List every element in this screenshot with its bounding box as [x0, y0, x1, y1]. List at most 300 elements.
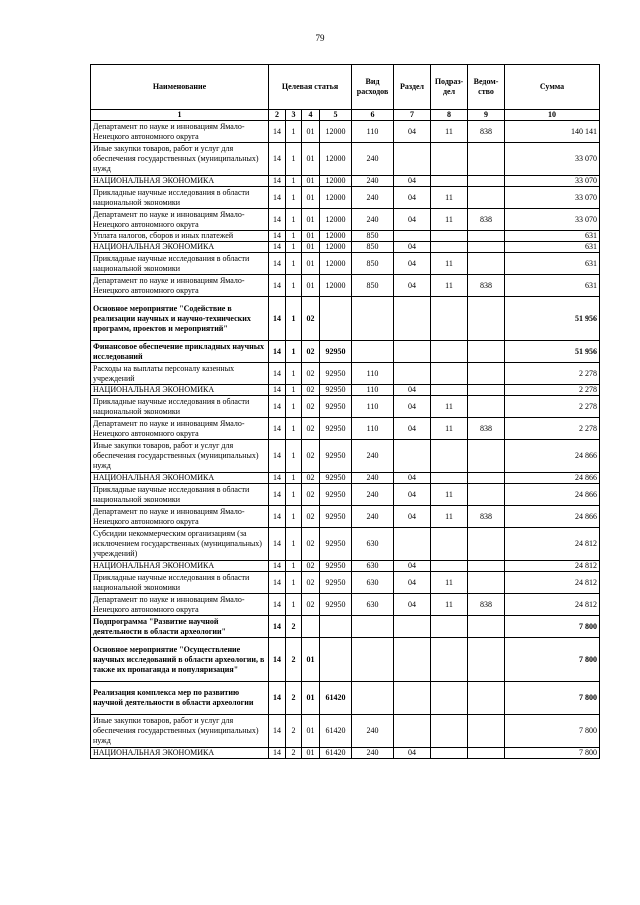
podrazdel-cell — [431, 341, 468, 363]
target-c2: 14 — [269, 187, 286, 209]
target-c2: 14 — [269, 253, 286, 275]
header-row — [91, 65, 600, 110]
vedomstvo-cell — [468, 484, 505, 506]
podrazdel-cell — [431, 297, 468, 341]
target-c2: 14 — [269, 209, 286, 231]
sum-cell: 24 812 — [505, 561, 600, 572]
sum-cell: 7 800 — [505, 715, 600, 748]
target-c5: 61420 — [320, 748, 352, 759]
target-c4: 01 — [302, 715, 320, 748]
sum-cell: 140 141 — [505, 121, 600, 143]
sum-cell: 51 956 — [505, 341, 600, 363]
razdel-cell: 04 — [394, 473, 431, 484]
row-name: Прикладные научные исследования в области национальной экономики — [91, 187, 269, 209]
header-razdel: Раздел — [394, 65, 431, 110]
razdel-cell — [394, 682, 431, 715]
sum-cell: 2 278 — [505, 385, 600, 396]
row-name: Департамент по науке и инновациям Ямало-Ненецкого автономного округа — [91, 506, 269, 528]
vid-cell — [352, 341, 394, 363]
target-c5: 12000 — [320, 187, 352, 209]
target-c5: 12000 — [320, 209, 352, 231]
vedomstvo-cell — [468, 715, 505, 748]
razdel-cell: 04 — [394, 275, 431, 297]
table-row — [91, 341, 600, 363]
vedomstvo-cell — [468, 396, 505, 418]
target-c5: 12000 — [320, 176, 352, 187]
table-row — [91, 253, 600, 275]
vid-cell: 850 — [352, 253, 394, 275]
target-c4: 02 — [302, 341, 320, 363]
sum-cell: 24 812 — [505, 594, 600, 616]
sum-cell: 33 070 — [505, 143, 600, 176]
podrazdel-cell: 11 — [431, 484, 468, 506]
razdel-cell — [394, 143, 431, 176]
target-c2: 14 — [269, 528, 286, 561]
target-c3: 1 — [286, 484, 302, 506]
razdel-cell — [394, 297, 431, 341]
table-row — [91, 561, 600, 572]
target-c5: 61420 — [320, 682, 352, 715]
vedomstvo-cell — [468, 682, 505, 715]
vid-cell: 850 — [352, 231, 394, 242]
target-c3: 1 — [286, 176, 302, 187]
sum-cell: 631 — [505, 231, 600, 242]
target-c3: 1 — [286, 572, 302, 594]
target-c4: 01 — [302, 242, 320, 253]
sum-cell: 33 070 — [505, 176, 600, 187]
table-row — [91, 748, 600, 759]
razdel-cell: 04 — [394, 176, 431, 187]
target-c4: 02 — [302, 506, 320, 528]
sum-cell: 631 — [505, 275, 600, 297]
row-name: Департамент по науке и инновациям Ямало-Ненецкого автономного округа — [91, 275, 269, 297]
table-row — [91, 440, 600, 473]
target-c5: 92950 — [320, 440, 352, 473]
podrazdel-cell: 11 — [431, 209, 468, 231]
row-name: Прикладные научные исследования в области национальной экономики — [91, 572, 269, 594]
target-c5: 12000 — [320, 231, 352, 242]
razdel-cell: 04 — [394, 187, 431, 209]
vedomstvo-cell — [468, 572, 505, 594]
target-c2: 14 — [269, 231, 286, 242]
razdel-cell — [394, 440, 431, 473]
target-c5: 92950 — [320, 385, 352, 396]
table-row — [91, 209, 600, 231]
sum-cell: 33 070 — [505, 187, 600, 209]
target-c2: 14 — [269, 396, 286, 418]
table-row — [91, 715, 600, 748]
target-c3: 1 — [286, 506, 302, 528]
target-c4: 01 — [302, 275, 320, 297]
vid-cell: 110 — [352, 363, 394, 385]
table-row — [91, 242, 600, 253]
target-c2: 14 — [269, 121, 286, 143]
vid-cell: 110 — [352, 121, 394, 143]
target-c5: 92950 — [320, 594, 352, 616]
sum-cell: 7 800 — [505, 748, 600, 759]
target-c3: 1 — [286, 187, 302, 209]
target-c3: 1 — [286, 253, 302, 275]
podrazdel-cell — [431, 231, 468, 242]
razdel-cell: 04 — [394, 396, 431, 418]
vid-cell: 630 — [352, 528, 394, 561]
podrazdel-cell — [431, 385, 468, 396]
target-c4 — [302, 616, 320, 638]
target-c5 — [320, 638, 352, 682]
row-name: Прикладные научные исследования в области национальной экономики — [91, 484, 269, 506]
table-row — [91, 594, 600, 616]
table-row — [91, 484, 600, 506]
table-row — [91, 297, 600, 341]
target-c3: 2 — [286, 682, 302, 715]
target-c2: 14 — [269, 176, 286, 187]
target-c5: 92950 — [320, 396, 352, 418]
target-c5: 12000 — [320, 143, 352, 176]
razdel-cell — [394, 616, 431, 638]
target-c3: 1 — [286, 121, 302, 143]
razdel-cell — [394, 715, 431, 748]
target-c3: 2 — [286, 715, 302, 748]
row-name: Основное мероприятие "Осуществление научных исследований в области археологии, в также их пропаганда и популяризация" — [91, 638, 269, 682]
table-row — [91, 121, 600, 143]
target-c4: 01 — [302, 143, 320, 176]
target-c3: 1 — [286, 473, 302, 484]
row-name: Подпрограмма "Развитие научной деятельности в области археологии" — [91, 616, 269, 638]
target-c4: 02 — [302, 363, 320, 385]
target-c2: 14 — [269, 682, 286, 715]
target-c2: 14 — [269, 594, 286, 616]
vid-cell: 240 — [352, 209, 394, 231]
podrazdel-cell — [431, 616, 468, 638]
razdel-cell: 04 — [394, 418, 431, 440]
target-c2: 14 — [269, 242, 286, 253]
razdel-cell: 04 — [394, 594, 431, 616]
vid-cell: 630 — [352, 561, 394, 572]
row-name: Уплата налогов, сборов и иных платежей — [91, 231, 269, 242]
target-c3: 1 — [286, 418, 302, 440]
sum-cell: 24 866 — [505, 506, 600, 528]
target-c3: 1 — [286, 363, 302, 385]
table-row — [91, 473, 600, 484]
podrazdel-cell: 11 — [431, 572, 468, 594]
target-c4: 02 — [302, 473, 320, 484]
target-c5: 12000 — [320, 253, 352, 275]
vid-cell — [352, 297, 394, 341]
razdel-cell: 04 — [394, 484, 431, 506]
vid-cell: 110 — [352, 418, 394, 440]
target-c3: 2 — [286, 638, 302, 682]
table-row — [91, 418, 600, 440]
row-name: Департамент по науке и инновациям Ямало-Ненецкого автономного округа — [91, 418, 269, 440]
target-c4: 01 — [302, 176, 320, 187]
sum-cell: 2 278 — [505, 396, 600, 418]
razdel-cell: 04 — [394, 209, 431, 231]
target-c4: 01 — [302, 231, 320, 242]
vedomstvo-cell — [468, 176, 505, 187]
podrazdel-cell: 11 — [431, 275, 468, 297]
col-num: 7 — [394, 110, 431, 121]
target-c4: 02 — [302, 297, 320, 341]
vedomstvo-cell: 838 — [468, 275, 505, 297]
sum-cell: 7 800 — [505, 638, 600, 682]
vedomstvo-cell — [468, 561, 505, 572]
row-name: Иные закупки товаров, работ и услуг для обеспечения государственных (муниципальных) нужд — [91, 440, 269, 473]
table-row — [91, 385, 600, 396]
row-name: Субсидии некоммерческим организациям (за исключением государственных (муниципальных) учреждений) — [91, 528, 269, 561]
vedomstvo-cell — [468, 616, 505, 638]
vedomstvo-cell: 838 — [468, 121, 505, 143]
podrazdel-cell — [431, 473, 468, 484]
row-name: Департамент по науке и инновациям Ямало-Ненецкого автономного округа — [91, 209, 269, 231]
target-c2: 14 — [269, 473, 286, 484]
vid-cell: 240 — [352, 748, 394, 759]
vid-cell: 850 — [352, 275, 394, 297]
row-name: НАЦИОНАЛЬНАЯ ЭКОНОМИКА — [91, 242, 269, 253]
sum-cell: 24 866 — [505, 440, 600, 473]
vedomstvo-cell — [468, 297, 505, 341]
vedomstvo-cell — [468, 748, 505, 759]
target-c2: 14 — [269, 572, 286, 594]
col-num: 6 — [352, 110, 394, 121]
vedomstvo-cell — [468, 187, 505, 209]
target-c2: 14 — [269, 484, 286, 506]
header-target: Целевая статья — [269, 65, 352, 110]
row-name: Департамент по науке и инновациям Ямало-Ненецкого автономного округа — [91, 594, 269, 616]
target-c4: 01 — [302, 748, 320, 759]
podrazdel-cell — [431, 715, 468, 748]
podrazdel-cell — [431, 176, 468, 187]
target-c3: 2 — [286, 748, 302, 759]
target-c5 — [320, 297, 352, 341]
header-vid: Вид расходов — [352, 65, 394, 110]
vid-cell: 240 — [352, 715, 394, 748]
table-row — [91, 187, 600, 209]
target-c4: 02 — [302, 528, 320, 561]
row-name: НАЦИОНАЛЬНАЯ ЭКОНОМИКА — [91, 385, 269, 396]
target-c5: 92950 — [320, 572, 352, 594]
target-c5: 12000 — [320, 121, 352, 143]
target-c3: 1 — [286, 242, 302, 253]
target-c3: 1 — [286, 440, 302, 473]
table-row — [91, 396, 600, 418]
header-name: Наименование — [91, 65, 269, 110]
target-c5: 61420 — [320, 715, 352, 748]
vid-cell: 850 — [352, 242, 394, 253]
header-summa: Сумма — [505, 65, 600, 110]
target-c5 — [320, 616, 352, 638]
sum-cell: 24 866 — [505, 473, 600, 484]
target-c2: 14 — [269, 385, 286, 396]
podrazdel-cell: 11 — [431, 418, 468, 440]
razdel-cell: 04 — [394, 506, 431, 528]
target-c4: 02 — [302, 396, 320, 418]
table-row — [91, 638, 600, 682]
target-c4: 01 — [302, 638, 320, 682]
target-c5: 92950 — [320, 418, 352, 440]
vid-cell: 110 — [352, 396, 394, 418]
row-name: Реализация комплекса мер по развитию научной деятельности в области археологии — [91, 682, 269, 715]
row-name: Прикладные научные исследования в области национальной экономики — [91, 253, 269, 275]
table-row — [91, 275, 600, 297]
podrazdel-cell — [431, 638, 468, 682]
row-name: Прикладные научные исследования в области национальной экономики — [91, 396, 269, 418]
target-c2: 14 — [269, 561, 286, 572]
razdel-cell — [394, 231, 431, 242]
podrazdel-cell — [431, 561, 468, 572]
target-c2: 14 — [269, 748, 286, 759]
sum-cell: 2 278 — [505, 418, 600, 440]
vedomstvo-cell: 838 — [468, 209, 505, 231]
vid-cell: 630 — [352, 572, 394, 594]
target-c4: 02 — [302, 561, 320, 572]
target-c3: 1 — [286, 209, 302, 231]
target-c2: 14 — [269, 275, 286, 297]
target-c4: 02 — [302, 418, 320, 440]
target-c5: 92950 — [320, 506, 352, 528]
row-name: Основное мероприятие "Содействие в реализации научных и научно-технических программ, проектов и мероприятий" — [91, 297, 269, 341]
target-c5: 92950 — [320, 341, 352, 363]
table-row — [91, 176, 600, 187]
target-c2: 14 — [269, 506, 286, 528]
target-c5: 92950 — [320, 484, 352, 506]
target-c4: 01 — [302, 121, 320, 143]
vid-cell: 240 — [352, 473, 394, 484]
sum-cell: 24 812 — [505, 528, 600, 561]
vedomstvo-cell — [468, 143, 505, 176]
vedomstvo-cell — [468, 242, 505, 253]
target-c3: 1 — [286, 594, 302, 616]
target-c5: 92950 — [320, 363, 352, 385]
vedomstvo-cell: 838 — [468, 594, 505, 616]
target-c3: 1 — [286, 275, 302, 297]
target-c2: 14 — [269, 440, 286, 473]
target-c4: 01 — [302, 682, 320, 715]
sum-cell: 51 956 — [505, 297, 600, 341]
target-c2: 14 — [269, 638, 286, 682]
vedomstvo-cell — [468, 231, 505, 242]
row-name: НАЦИОНАЛЬНАЯ ЭКОНОМИКА — [91, 748, 269, 759]
target-c3: 1 — [286, 231, 302, 242]
podrazdel-cell — [431, 143, 468, 176]
col-num: 4 — [302, 110, 320, 121]
table-row — [91, 231, 600, 242]
podrazdel-cell: 11 — [431, 594, 468, 616]
vid-cell — [352, 638, 394, 682]
razdel-cell: 04 — [394, 561, 431, 572]
razdel-cell — [394, 341, 431, 363]
row-name: Расходы на выплаты персоналу казенных учреждений — [91, 363, 269, 385]
podrazdel-cell — [431, 440, 468, 473]
row-name: Финансовое обеспечение прикладных научных исследований — [91, 341, 269, 363]
target-c2: 14 — [269, 143, 286, 176]
table-row — [91, 143, 600, 176]
vid-cell: 240 — [352, 187, 394, 209]
vedomstvo-cell — [468, 341, 505, 363]
target-c4: 02 — [302, 440, 320, 473]
col-num: 2 — [269, 110, 286, 121]
target-c5: 92950 — [320, 561, 352, 572]
vid-cell — [352, 682, 394, 715]
vedomstvo-cell — [468, 473, 505, 484]
target-c2: 14 — [269, 341, 286, 363]
row-name: НАЦИОНАЛЬНАЯ ЭКОНОМИКА — [91, 561, 269, 572]
target-c4: 01 — [302, 209, 320, 231]
target-c4: 01 — [302, 187, 320, 209]
target-c5: 12000 — [320, 242, 352, 253]
vedomstvo-cell — [468, 440, 505, 473]
podrazdel-cell: 11 — [431, 506, 468, 528]
razdel-cell: 04 — [394, 748, 431, 759]
target-c3: 1 — [286, 143, 302, 176]
sum-cell: 2 278 — [505, 363, 600, 385]
vid-cell: 240 — [352, 440, 394, 473]
razdel-cell — [394, 363, 431, 385]
row-name: Иные закупки товаров, работ и услуг для обеспечения государственных (муниципальных) нужд — [91, 143, 269, 176]
col-num: 9 — [468, 110, 505, 121]
sum-cell: 24 812 — [505, 572, 600, 594]
target-c2: 14 — [269, 297, 286, 341]
column-number-row — [91, 110, 600, 121]
table-row — [91, 363, 600, 385]
row-name: Иные закупки товаров, работ и услуг для обеспечения государственных (муниципальных) нужд — [91, 715, 269, 748]
target-c5: 92950 — [320, 473, 352, 484]
target-c3: 1 — [286, 297, 302, 341]
podrazdel-cell: 11 — [431, 121, 468, 143]
razdel-cell: 04 — [394, 242, 431, 253]
podrazdel-cell: 11 — [431, 396, 468, 418]
target-c5: 12000 — [320, 275, 352, 297]
target-c3: 1 — [286, 385, 302, 396]
target-c3: 1 — [286, 396, 302, 418]
podrazdel-cell: 11 — [431, 253, 468, 275]
podrazdel-cell: 11 — [431, 187, 468, 209]
podrazdel-cell — [431, 363, 468, 385]
row-name: Департамент по науке и инновациям Ямало-Ненецкого автономного округа — [91, 121, 269, 143]
target-c3: 2 — [286, 616, 302, 638]
podrazdel-cell — [431, 242, 468, 253]
target-c4: 02 — [302, 594, 320, 616]
table-row — [91, 682, 600, 715]
vedomstvo-cell — [468, 385, 505, 396]
podrazdel-cell — [431, 528, 468, 561]
header-podrazdel: Подраз-дел — [431, 65, 468, 110]
target-c4: 01 — [302, 253, 320, 275]
vid-cell: 240 — [352, 484, 394, 506]
col-num: 10 — [505, 110, 600, 121]
target-c2: 14 — [269, 418, 286, 440]
target-c3: 1 — [286, 561, 302, 572]
vid-cell: 240 — [352, 176, 394, 187]
podrazdel-cell — [431, 748, 468, 759]
vedomstvo-cell: 838 — [468, 506, 505, 528]
sum-cell: 24 866 — [505, 484, 600, 506]
razdel-cell: 04 — [394, 572, 431, 594]
table-row — [91, 616, 600, 638]
vid-cell — [352, 616, 394, 638]
sum-cell: 33 070 — [505, 209, 600, 231]
razdel-cell: 04 — [394, 385, 431, 396]
vedomstvo-cell — [468, 363, 505, 385]
sum-cell: 631 — [505, 242, 600, 253]
row-name: НАЦИОНАЛЬНАЯ ЭКОНОМИКА — [91, 473, 269, 484]
table-row — [91, 528, 600, 561]
target-c3: 1 — [286, 528, 302, 561]
target-c2: 14 — [269, 363, 286, 385]
sum-cell: 631 — [505, 253, 600, 275]
col-num: 5 — [320, 110, 352, 121]
vid-cell: 630 — [352, 594, 394, 616]
page-number: 79 — [315, 33, 325, 43]
